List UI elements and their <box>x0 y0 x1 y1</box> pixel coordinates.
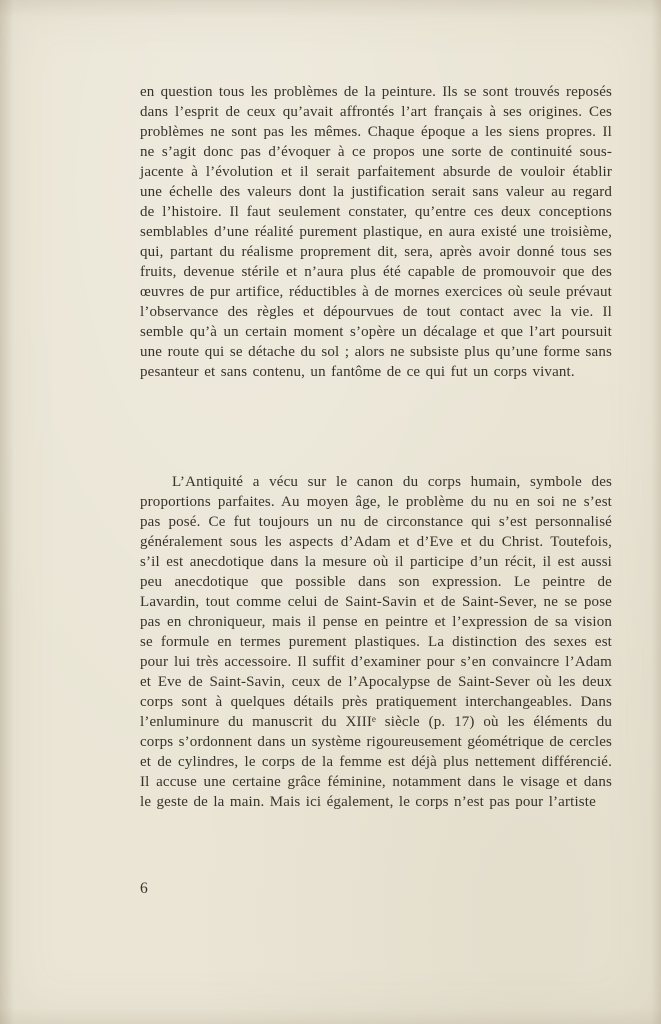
paragraph-1: en question tous les problèmes de la peinture. Ils se sont trouvés reposés dans l’esprit de ceux qu’avait affrontés l’art français à ses origines. Ces problèmes ne sont pas les mêmes. Chaque époque a les siens propres. Il ne s’agit donc pas d’évoquer à ce propos une sorte de continuité sous-jacente à l’évolution et il serait parfaitement absurde de vouloir établir une échelle des valeurs dont la justification serait sans valeur au regard de l’histoire. Il faut seulement constater, qu’entre ces deux conceptions semblables d’une réalité purement plastique, en aura existé une troisième, qui, partant du réalisme proprement dit, sera, après avoir donné tous ses fruits, devenue stérile et n’aura plus été capable de promouvoir que des œuvres de pur artifice, réductibles à de mornes exercices où seule prévaut l’observance des règles et dépourvues de tout contact avec la vie. Il semble qu’à un certain moment s’opère un décalage et que l’art poursuit une route qui se détache du sol ; alors ne subsiste plus qu’une forme sans pesanteur et sans contenu, un fantôme de ce qui fut un corps vivant. <box>140 84 612 380</box>
paragraph-2: L’Antiquité a vécu sur le canon du corps humain, symbole des proportions parfaites. Au moyen âge, le problème du nu en soi ne s’est pas posé. Ce fut toujours un nu de circonstance qui s’est personnalisé généralement sous les aspects d’Adam et d’Eve et du Christ. Toutefois, s’il est anecdotique dans la mesure où il participe d’un récit, il est aussi peu anecdotique que possible dans son expression. Le peintre de Lavardin, tout comme celui de Saint-Savin et de Saint-Sever, ne se pose pas en chroniqueur, mais il pense en peintre et l’expression de sa vision se formule en termes purement plastiques. La distinction des sexes est pour lui très accessoire. Il suffit d’examiner pour s’en convaincre l’Adam et Eve de Saint-Savin, ceux de l’Apocalypse de Saint-Sever où les deux corps sont à quelques détails près pratiquement interchangeables. Dans l’enluminure du manuscrit du XIIIᵉ siècle (p. 17) où les éléments du corps s’ordonnent dans un système rigoureusement géométrique de cercles et de cylindres, le corps de la femme est déjà plus nettement différencié. Il accuse une certaine grâce féminine, notamment dans le visage et dans le geste de la main. Mais ici également, le corps n’est pas pour l’artiste <box>140 474 612 810</box>
text-block <box>140 82 612 812</box>
page-number: 6 <box>140 880 148 897</box>
